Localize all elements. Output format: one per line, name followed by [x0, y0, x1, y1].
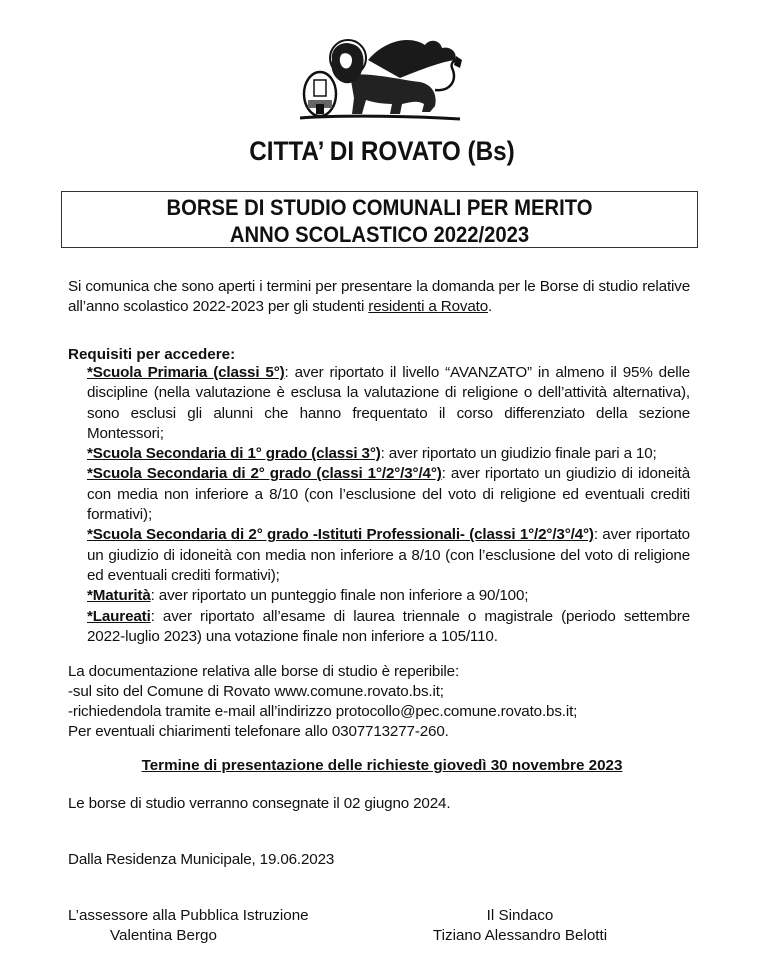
- notice-title-box: [61, 191, 698, 248]
- signature-mayor: [400, 906, 640, 946]
- requirement-head: *Laureati: [87, 607, 151, 625]
- documentation-website-line: -sul sito del Comune di Rovato www.comune.rovato.bs.it;: [68, 683, 444, 700]
- assessor-name: Valentina Bergo: [110, 927, 217, 944]
- intro-end: .: [488, 298, 493, 315]
- requirement-item: [87, 363, 690, 444]
- requirement-item: [87, 464, 690, 525]
- place-and-date: Dalla Residenza Municipale, 19.06.2023: [68, 851, 335, 868]
- requirement-text: : aver riportato un giudizio finale pari a 10;: [380, 445, 657, 463]
- requirement-head: *Maturità: [87, 587, 151, 605]
- winged-lion-icon: [290, 20, 470, 126]
- mayor-name: Tiziano Alessandro Belotti: [432, 927, 608, 944]
- requirement-head: *Scuola Secondaria di 1° grado (classi 3°): [87, 445, 381, 463]
- requirement-text: : aver riportato il livello “AVANZATO” in almeno il 95% delle discipline (nella valutazione è esclusa la valutazione di religione o dell’attività alternativa), sono esclusi gli alunni che hanno frequentato il corso differenziato della sezione Montessori;: [87, 364, 690, 442]
- requirement-item: [87, 444, 690, 464]
- delivery-date-text: Le borse di studio verranno consegnate il 02 giugno 2024.: [68, 795, 451, 812]
- requirements-list: [87, 363, 690, 647]
- requirement-head: *Scuola Primaria (classi 5°): [87, 364, 285, 381]
- requirement-text: : aver riportato un punteggio finale non inferiore a 90/100;: [150, 587, 529, 605]
- notice-title-line1: BORSE DI STUDIO COMUNALI PER MERITO: [166, 195, 593, 220]
- requirements-title: Requisiti per accedere:: [68, 346, 236, 363]
- requirement-head: *Scuola Secondaria di 2° grado -Istituti Professionali- (classi 1°/2°/3°/4°): [87, 526, 594, 544]
- documentation-block: [68, 662, 690, 742]
- notice-title-line2: ANNO SCOLASTICO 2022/2023: [229, 222, 530, 247]
- mayor-role: Il Sindaco: [486, 907, 554, 924]
- requirement-text: : aver riportato all’esame di laurea triennale o magistrale (periodo settembre 2022-luglio 2023) una votazione finale non inferiore a 105/110.: [87, 607, 690, 645]
- intro-text: Si comunica che sono aperti i termini per presentare la domanda per le Borse di studio relative all’anno scolastico 2022-2023 per gli studenti: [68, 278, 690, 315]
- requirement-text: : aver riportato un giudizio di idoneità con media non inferiore a 8/10 (con l’esclusione del voto di religione ed eventuali crediti formativi);: [87, 465, 690, 524]
- assessor-role: L’assessore alla Pubblica Istruzione: [68, 907, 309, 924]
- documentation-email-line: -richiedendola tramite e-mail all’indirizzo protocollo@pec.comune.rovato.bs.it;: [68, 703, 578, 720]
- city-title: CITTA’ DI ROVATO (Bs): [249, 136, 515, 166]
- city-emblem-logo: [290, 20, 470, 126]
- documentation-phone-line: Per eventuali chiarimenti telefonare allo 0307713277-260.: [68, 723, 449, 740]
- requirement-item: [87, 607, 690, 648]
- requirement-item: [87, 525, 690, 586]
- submission-deadline: Termine di presentazione delle richieste giovedì 30 novembre 2023: [141, 757, 623, 774]
- intro-paragraph: [68, 277, 690, 317]
- documentation-line: La documentazione relativa alle borse di studio è reperibile:: [68, 663, 460, 680]
- requirement-head: *Scuola Secondaria di 2° grado (classi 1°/2°/3°/4°): [87, 465, 442, 483]
- requirement-item: [87, 586, 690, 606]
- intro-residents-underlined: residenti a Rovato: [368, 298, 488, 315]
- requirement-text: : aver riportato un giudizio di idoneità con media non inferiore a 8/10 (con l’esclusione del voto di religione ed eventuali crediti formativi);: [87, 526, 690, 584]
- signature-assessor: [68, 906, 309, 946]
